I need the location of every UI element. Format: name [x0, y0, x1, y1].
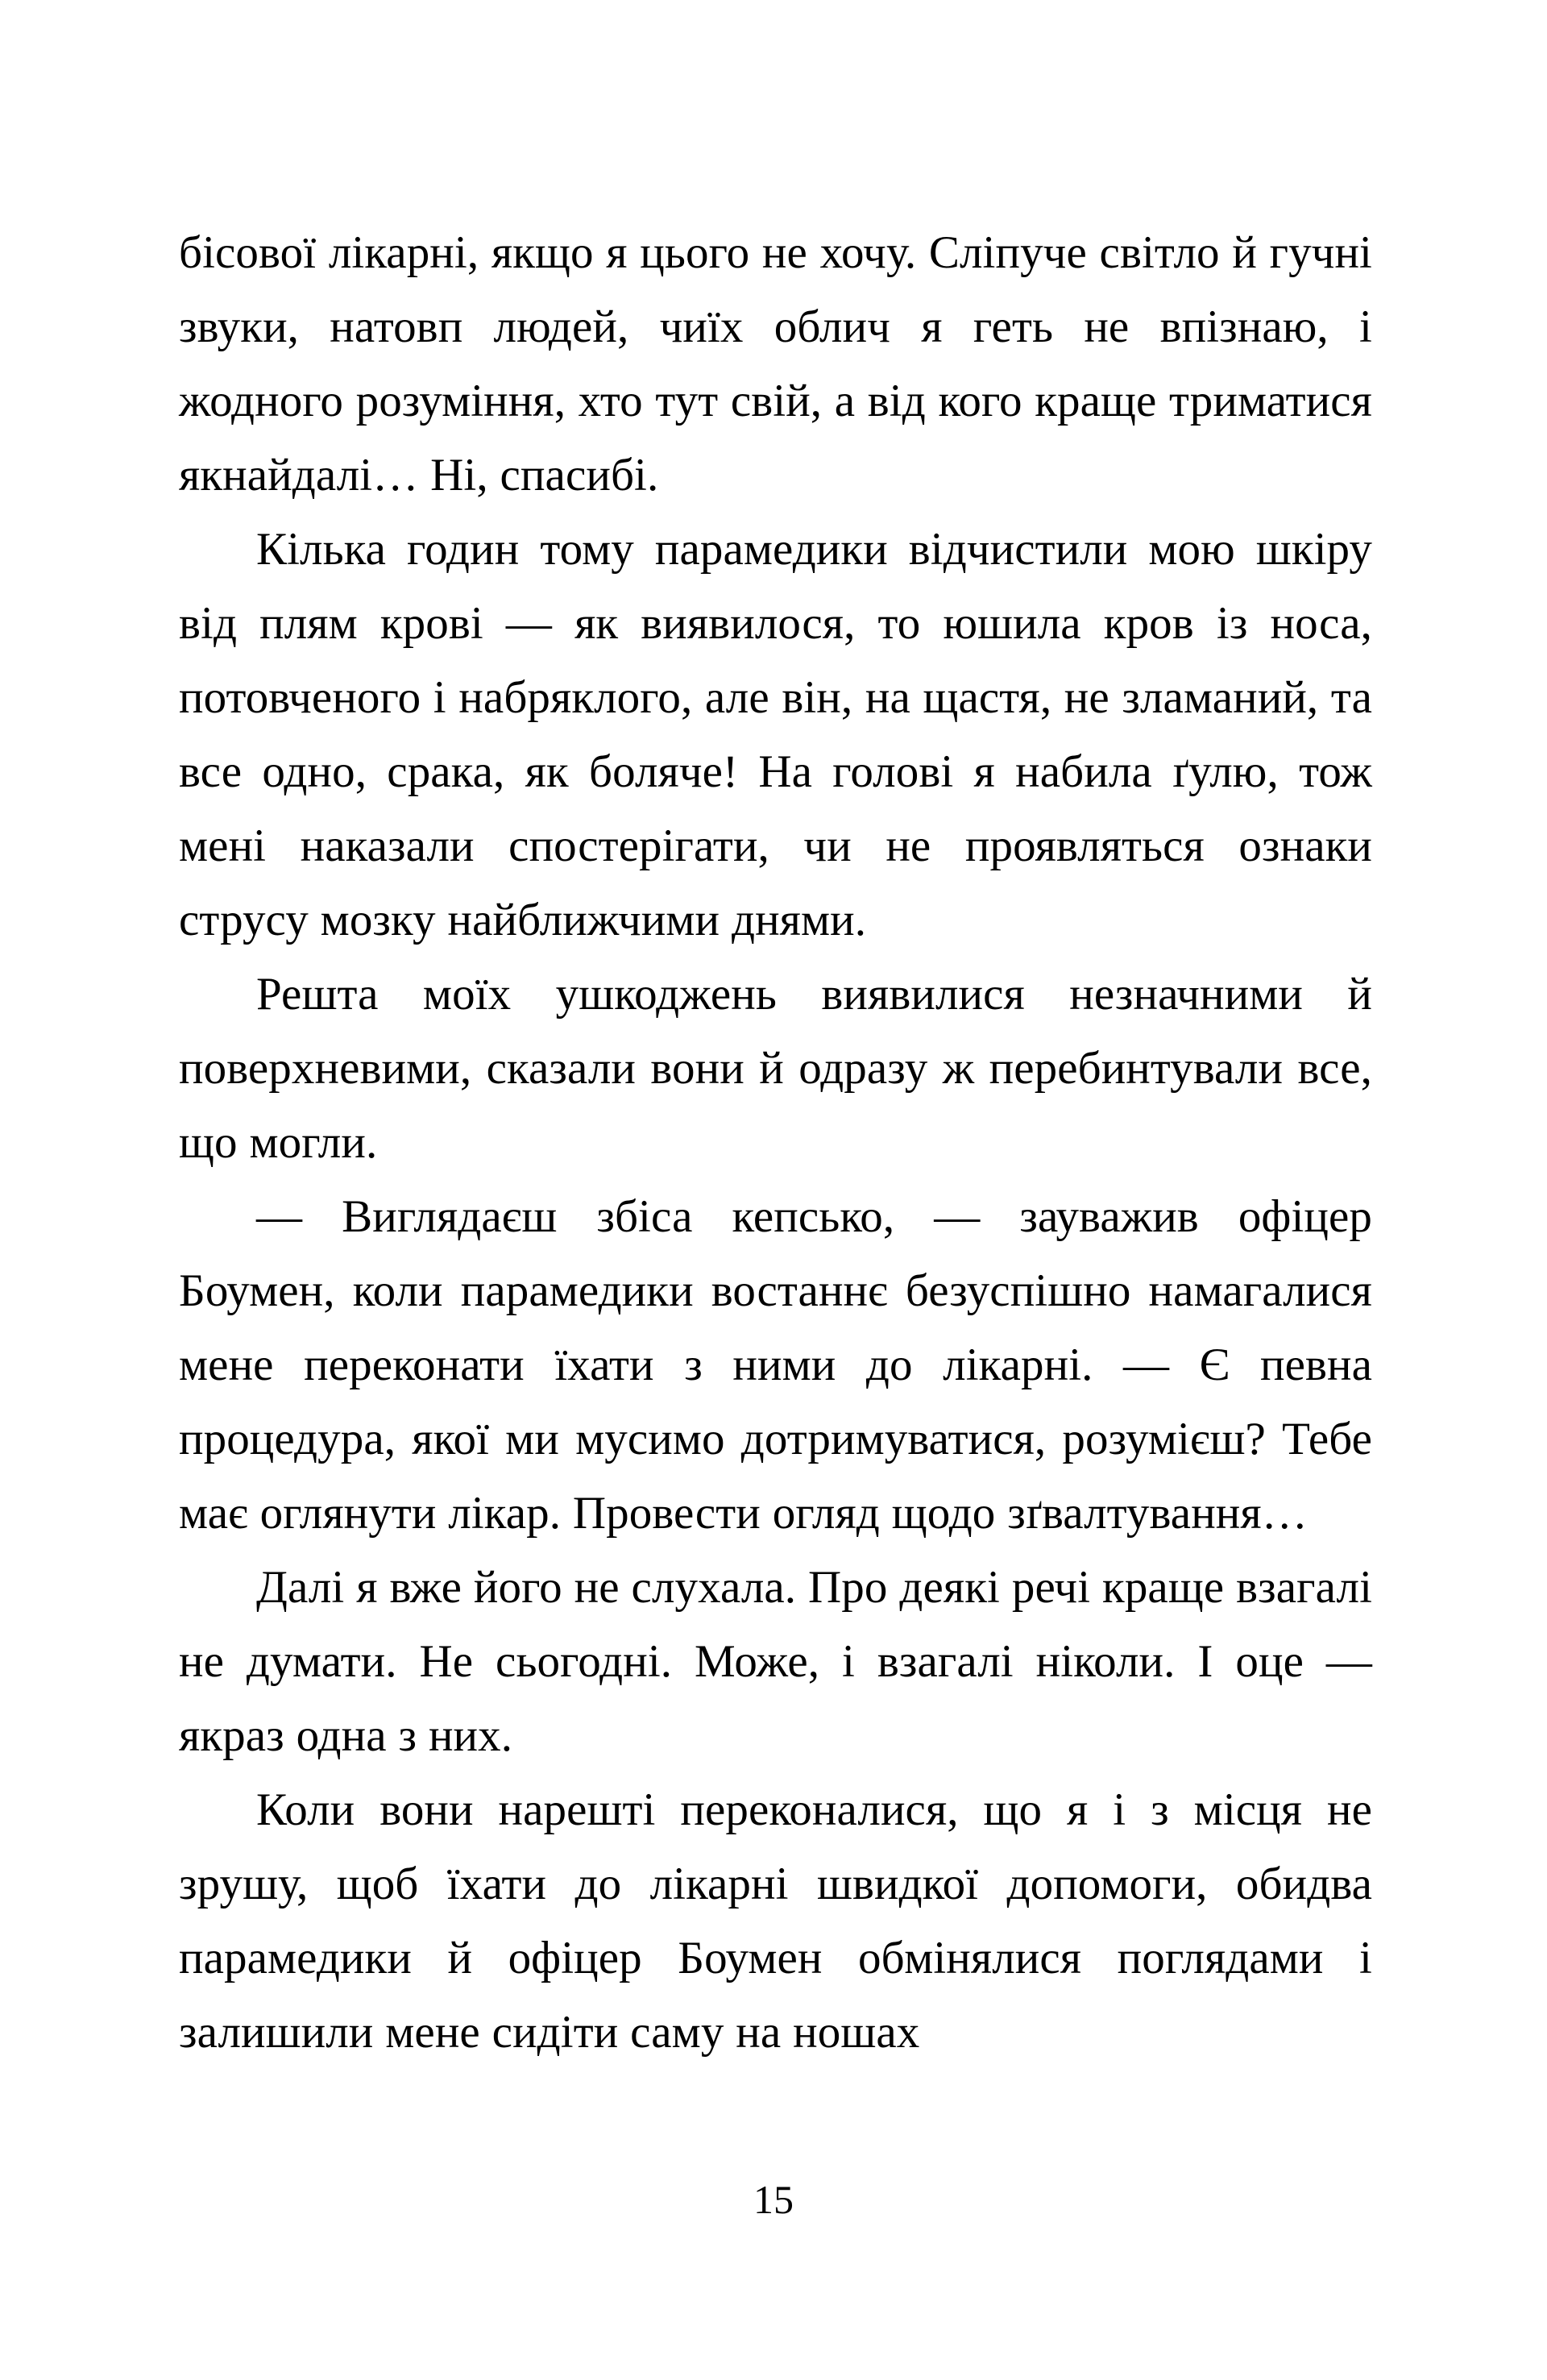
paragraph-2: Кілька годин тому парамедики відчистили мою шкіру від плям крові — як виявилося, то юшила кров із носа, потовченого і набряклого, але він, на щастя, не зламаний, та все одно, срака, як боляче! На голові я набила ґулю, тож мені наказали спостерігати, чи не проявляться ознаки струсу мозку найближчими днями.	[179, 524, 1372, 945]
paragraph-continuation: бісової лікарні, якщо я цього не хочу. Сліпуче світло й гучні звуки, натовп людей, чиїх облич я геть не впізнаю, і жодного розуміння, хто тут свій, а від кого краще триматися якнайдалі… Ні, спасибі.	[179, 227, 1372, 501]
paragraph-4-dialogue: — Виглядаєш збіса кепсько, — зауважив офіцер Боумен, коли парамедики востаннє безуспішно намагалися мене переконати їхати з ними до лікарні. — Є певна процедура, якої ми мусимо дотримуватися, розумієш? Тебе має оглянути лікар. Провести огляд щодо зґвалтування…	[179, 1191, 1372, 1539]
body-text-column	[179, 216, 1372, 2070]
paragraph-5: Далі я вже його не слухала. Про деякі речі краще взагалі не думати. Не сьогодні. Може, і взагалі ніколи. І оце — якраз одна з них.	[179, 1562, 1372, 1761]
page-number: 15	[753, 2177, 794, 2222]
paragraph-6: Коли вони нарешті переконалися, що я і з місця не зрушу, щоб їхати до лікарні швидкої допомоги, обидва парамедики й офіцер Боумен обмінялися поглядами і залишили мене сидіти саму на ношах	[179, 1784, 1372, 2058]
paragraph-3: Решта моїх ушкоджень виявилися незначними й поверхневими, сказали вони й одразу ж перебинтували все, що могли.	[179, 969, 1372, 1168]
